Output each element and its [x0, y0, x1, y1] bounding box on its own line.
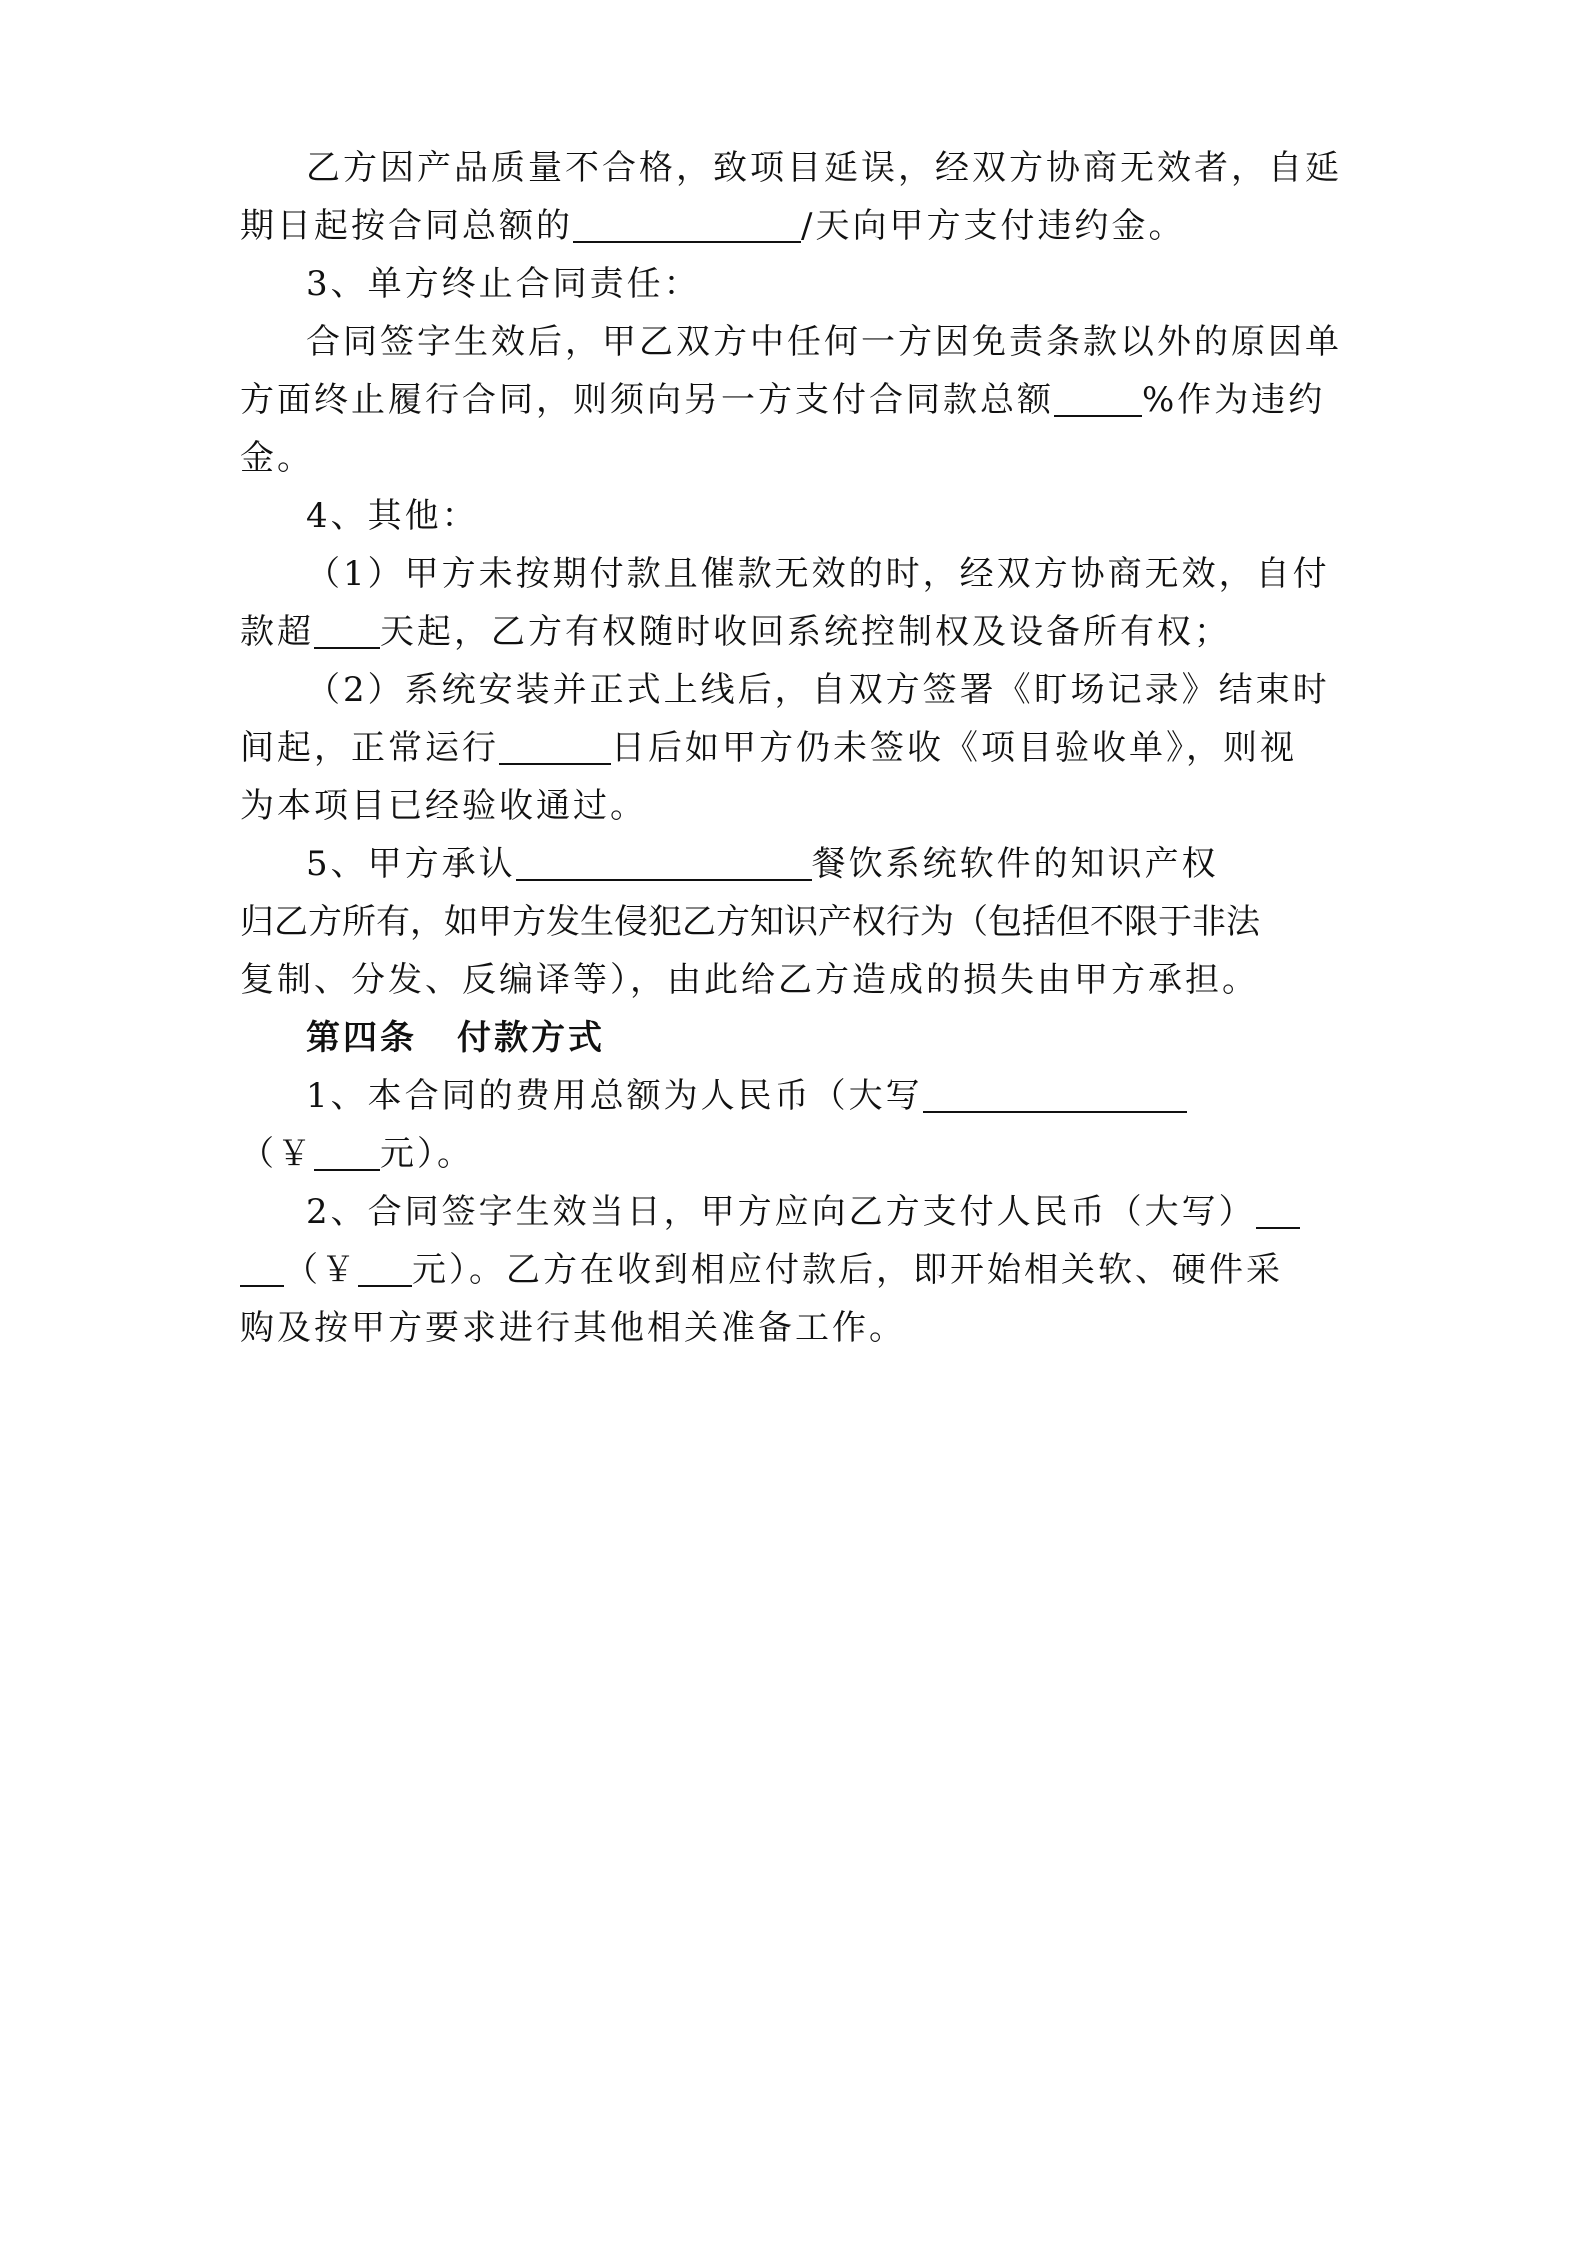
- paragraph-text: 购及按甲方要求进行其他相关准备工作。: [240, 1308, 906, 1348]
- paragraph-text: 间起，正常运行: [240, 728, 499, 768]
- paragraph-line: [240, 204, 1360, 248]
- paragraph-line: [240, 1132, 1360, 1176]
- paragraph-text: 方面终止履行合同，则须向另一方支付合同款总额: [240, 380, 1054, 420]
- blank-field[interactable]: [314, 613, 380, 649]
- paragraph-text: /天向甲方支付违约金。: [801, 206, 1186, 246]
- paragraph-line: [240, 900, 1360, 944]
- paragraph-line: [240, 1306, 1360, 1350]
- paragraph-text: （￥: [284, 1250, 358, 1290]
- blank-field[interactable]: [573, 207, 801, 243]
- paragraph-line: [306, 552, 1360, 596]
- paragraph-line: [240, 958, 1360, 1002]
- paragraph-line: [240, 610, 1360, 654]
- paragraph-text: 为本项目已经验收通过。: [240, 786, 647, 826]
- paragraph-text: 1、本合同的费用总额为人民币（大写: [306, 1076, 923, 1116]
- paragraph-text: 元）。: [380, 1134, 474, 1174]
- paragraph-line: [306, 1074, 1360, 1118]
- blank-field[interactable]: [499, 729, 611, 765]
- paragraph-line: [240, 784, 1360, 828]
- paragraph-text: 5、甲方承认: [306, 844, 516, 884]
- paragraph-text: 款超: [240, 612, 314, 652]
- section-heading: [306, 262, 1360, 306]
- paragraph-text: %作为违约: [1142, 380, 1326, 420]
- article-title: 付款方式: [457, 1018, 605, 1058]
- blank-field[interactable]: [1054, 381, 1142, 417]
- paragraph-line: [240, 378, 1360, 422]
- paragraph-line: [240, 1248, 1360, 1292]
- paragraph-text: 元）。乙方在收到相应付款后，即开始相关软、硬件采: [412, 1250, 1283, 1290]
- paragraph-text: 天起，乙方有权随时收回系统控制权及设备所有权；: [380, 612, 1231, 652]
- blank-field[interactable]: [516, 845, 812, 881]
- heading-text: 3、单方终止合同责任：: [306, 264, 701, 304]
- paragraph-text: 餐饮系统软件的知识产权: [811, 844, 1219, 884]
- article-heading: [306, 1016, 1360, 1060]
- paragraph-text: 期日起按合同总额的: [240, 206, 573, 246]
- paragraph-text: （2）系统安装并正式上线后，自双方签署《盯场记录》结束时: [306, 670, 1330, 710]
- paragraph-text: 复制、分发、反编译等），由此给乙方造成的损失由甲方承担。: [240, 960, 1259, 1000]
- section-heading: [306, 494, 1360, 538]
- paragraph-text: 归乙方所有，如甲方发生侵犯乙方知识产权行为（包括但不限于非法: [240, 902, 1260, 942]
- paragraph-line: [306, 320, 1360, 364]
- paragraph-line: [240, 726, 1360, 770]
- paragraph-line: [306, 146, 1360, 190]
- paragraph-text: 乙方因产品质量不合格，致项目延误，经双方协商无效者，自延: [306, 148, 1342, 188]
- paragraph-text: （1）甲方未按期付款且催款无效的时，经双方协商无效，自付: [306, 554, 1330, 594]
- blank-field[interactable]: [358, 1251, 412, 1287]
- paragraph-text: 日后如甲方仍未签收《项目验收单》，则视: [611, 728, 1297, 768]
- blank-field[interactable]: [923, 1077, 1187, 1113]
- paragraph-line: [306, 668, 1360, 712]
- paragraph-line: [306, 842, 1360, 886]
- blank-field[interactable]: [314, 1135, 380, 1171]
- paragraph-line: [306, 1190, 1360, 1234]
- blank-field[interactable]: [1256, 1193, 1300, 1229]
- paragraph-text: 2、合同签字生效当日，甲方应向乙方支付人民币（大写）: [306, 1192, 1256, 1232]
- paragraph-text: （￥: [240, 1134, 314, 1174]
- article-number: 第四条: [306, 1018, 417, 1058]
- paragraph-text: 合同签字生效后，甲乙双方中任何一方因免责条款以外的原因单: [306, 322, 1342, 362]
- blank-field[interactable]: [240, 1251, 284, 1287]
- paragraph-text: 金。: [240, 438, 314, 478]
- heading-text: 4、其他：: [306, 496, 479, 536]
- paragraph-line: [240, 436, 1360, 480]
